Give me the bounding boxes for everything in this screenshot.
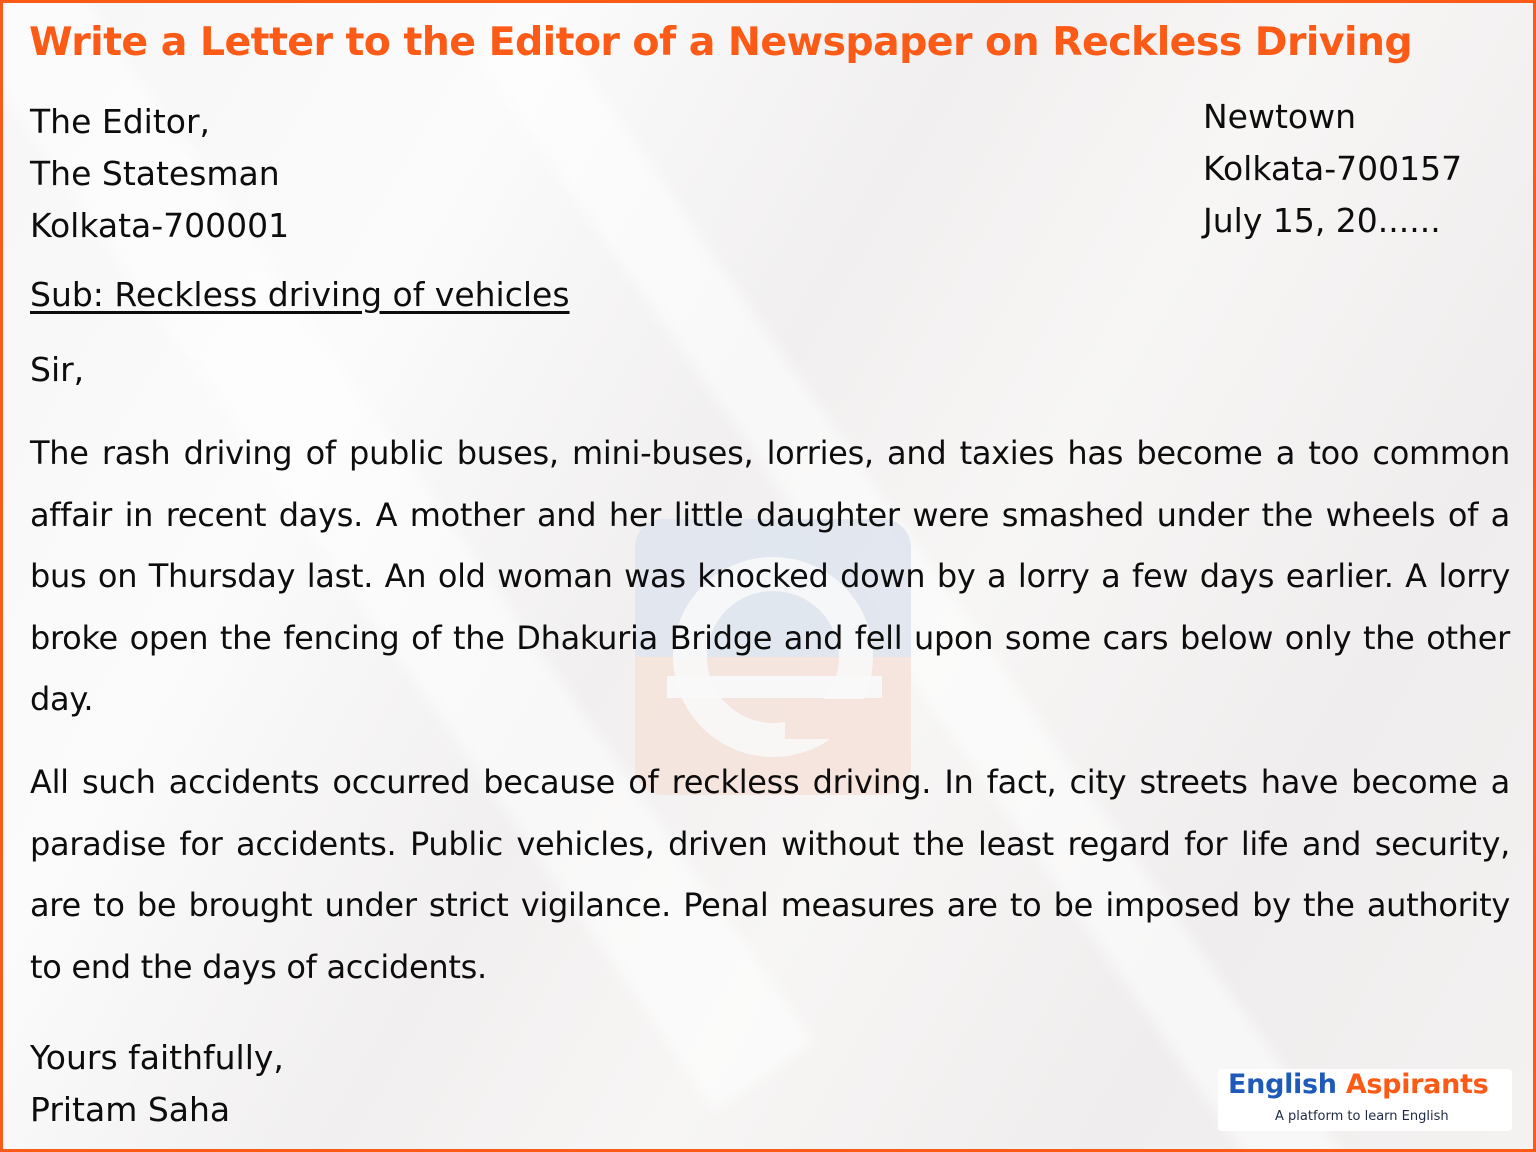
brand-word-english: English xyxy=(1228,1069,1337,1100)
recipient-line: The Editor, xyxy=(30,102,211,141)
sender-address xyxy=(1203,91,1462,247)
body-paragraph: All such accidents occurred because of reckless driving. In fact, city streets have become a paradise for accidents. Public vehicles, driven without the least regard for life and security, are to be brought under strict vigilance. Penal measures are to be imposed by the authority to end the days of accidents. xyxy=(30,763,1510,986)
salutation: Sir, xyxy=(30,350,85,389)
letter-date: July 15, 20...... xyxy=(1203,201,1441,240)
signature-name: Pritam Saha xyxy=(30,1090,231,1129)
brand-tagline: A platform to learn English xyxy=(1275,1109,1449,1124)
recipient-address xyxy=(30,96,289,252)
sender-line: Newtown xyxy=(1203,97,1357,136)
brand-name xyxy=(1228,1069,1488,1100)
body-paragraph: The rash driving of public buses, mini-buses, lorries, and taxies has become a too common affair in recent days. A mother and her little daughter were smashed under the wheels of a bus on Thursday last. An old woman was knocked down by a lorry a few days earlier. A lorry broke open the fencing of the Dhakuria Bridge and fell upon some cars below only the other day. xyxy=(30,434,1510,718)
closing xyxy=(30,1032,284,1136)
recipient-line: The Statesman xyxy=(30,154,280,193)
closing-phrase: Yours faithfully, xyxy=(30,1038,284,1077)
recipient-line: Kolkata-700001 xyxy=(30,206,290,245)
subject-line: Sub: Reckless driving of vehicles xyxy=(30,275,570,314)
brand-logo xyxy=(1218,1069,1512,1131)
brand-word-aspirants: Aspirants xyxy=(1345,1069,1489,1100)
page-title: Write a Letter to the Editor of a Newspaper on Reckless Driving xyxy=(29,19,1413,65)
sender-line: Kolkata-700157 xyxy=(1203,149,1463,188)
